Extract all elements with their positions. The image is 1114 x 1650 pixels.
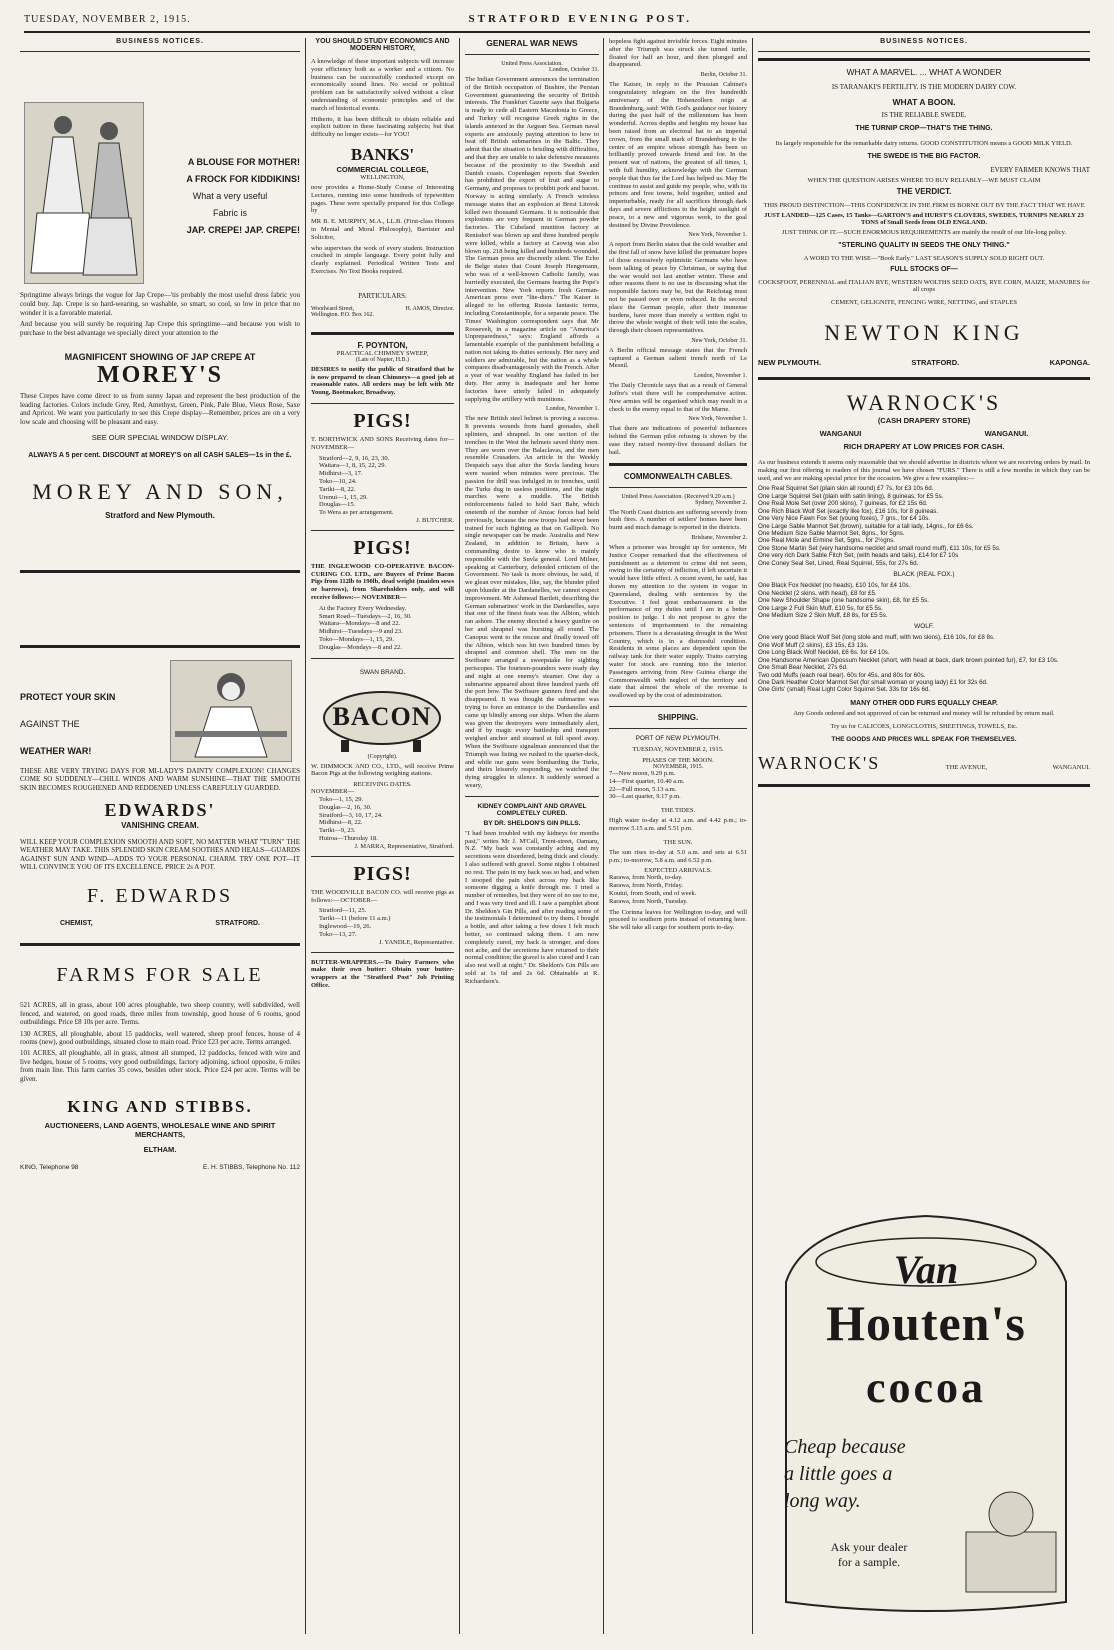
stocks-line: FULL STOCKS OF—	[890, 266, 958, 273]
director-name: H. AMOS, Director.	[405, 305, 454, 312]
dateline: Brisbane, November 2.	[691, 535, 747, 542]
speak-line: THE GOODS AND PRICES WILL SPEAK FOR THEMSELVES.	[831, 735, 1017, 743]
morey-towns: Stratford and New Plymouth.	[105, 510, 215, 520]
address-text: Woodward Street, Wellington. P.O. Box 162.	[311, 305, 375, 318]
taranaki-line: IS TARANAKI'S FERTILITY. IS THE MODERN DAIRY COW.	[831, 83, 1017, 91]
blouse-line: A BLOUSE FOR MOTHER!	[187, 157, 300, 167]
fur-item: One Dark Heather Color Marmot Set (for small woman or young lady) £1 for 32s 6d.	[758, 679, 988, 687]
fur-item: One Medium Size 2 Skin Muff, £8 8s, for £5 5s.	[758, 611, 888, 619]
date-line: Huiroa—Thursday 18.	[319, 835, 378, 843]
date-line: Midhirst—3, 17.	[319, 470, 363, 478]
responsible-line: Its largely responsible for the remarkable dairy returns. GOOD CONSTITUTION means a GOOD MILK YIELD.	[775, 140, 1073, 147]
warnocks-title: WARNOCK'S	[846, 390, 1002, 415]
any-goods: Any Goods ordered and not approved of can be returned and money will be refunded by return mail.	[793, 709, 1055, 717]
sun-body: The sun rises to-day at 5.0 a.m. and sets at 6.51 p.m.; to-morrow, 5.8 a.m. and 6.52 p.m.	[609, 848, 747, 864]
particulars-heading: PARTICULARS.	[358, 291, 407, 300]
black-fox-heading: BLACK (REAL FOX.)	[893, 571, 955, 579]
wanganui-label: WANGANUI.	[984, 429, 1029, 438]
date-line: Toko—10, 24.	[319, 477, 357, 485]
slogan-line: Cheap because	[784, 1436, 906, 1458]
fur-item: One Small Bear Necklet, 27s 6d.	[758, 664, 848, 672]
commercial-college: COMMERCIAL COLLEGE,	[336, 164, 429, 174]
auctioneers-line: AUCTIONEERS, LAND AGENTS, WHOLESALE WINE AND SPIRIT MERCHANTS,	[44, 1121, 276, 1139]
column-rule	[752, 38, 753, 1634]
column-4	[609, 38, 747, 1634]
morey-son-title: MOREY AND SON,	[32, 478, 288, 504]
date-line: Stratford—11, 25.	[319, 907, 367, 915]
wolf-heading: WOLF.	[914, 623, 934, 631]
column-rule	[305, 38, 306, 1634]
tides-body: High water to-day at 4.12 a.m. and 4.42 p.m.; to-morrow 5.15 a.m. and 5.51 p.m.	[609, 817, 747, 832]
moon-title: PHASES OF THE MOON.	[642, 756, 714, 764]
window-display: SEE OUR SPECIAL WINDOW DISPLAY.	[91, 432, 229, 442]
date-line: Tariki—11 (before 11 a.m.)	[319, 915, 391, 923]
protect-headline	[20, 684, 115, 765]
fur-item: One Girls' (small) Real Light Color Squirrel Set, 33s for 16s 6d.	[758, 686, 931, 694]
poynton-title: F. POYNTON,	[357, 340, 408, 350]
fur-item: One Large 2 Full Skin Muff, £10 5s, for £5 5s.	[758, 604, 883, 612]
boon-line: WHAT A BOON.	[892, 97, 956, 107]
arrival-line: Rarawa, from North, Tuesday.	[609, 897, 688, 905]
phone-king: KING, Telephone 98	[20, 1164, 79, 1171]
edwards-title: EDWARDS'	[104, 799, 216, 820]
tides-title: THE TIDES.	[660, 807, 696, 815]
protect-line: AGAINST THE	[20, 718, 80, 729]
body-paragraph: These Crepes have come direct to us from sunny Japan and represent the best production of the leading factories. Colors include Grey, Red, Amethyst, Green, Pink, Pale Blue, Vieux Rose, Saxe and Apricot. We want you particularly to see this Crepe display—Remember, prices are on a very low scale and choosing will be pleasant and easy.	[20, 391, 300, 426]
dimmock-dates	[311, 796, 454, 843]
town-label: NEW PLYMOUTH.	[758, 358, 822, 367]
date-line: Waitara—1, 8, 15, 22, 29.	[319, 462, 387, 470]
blouse-line: JAP. CREPE! JAP. CREPE!	[186, 225, 300, 236]
avenue-label: THE AVENUE,	[945, 763, 988, 771]
war-body: hopeless fight against invisible forces. Eight minutes after the Triumph was struck she turned turtle, floated for half an hour, and then plunged and disappeared.	[609, 38, 747, 69]
van-houtens-advert	[766, 1202, 1086, 1627]
dateline: London, November 1.	[694, 373, 747, 380]
kidney-title: KIDNEY COMPLAINT AND GRAVEL COMPLETELY CURED.	[477, 802, 587, 817]
warnocks-footer-title: WARNOCK'S	[758, 752, 881, 773]
pigs-heading: PIGS!	[353, 409, 412, 432]
edwards-body: WILL KEEP YOUR COMPLEXION SMOOTH AND SOFT, NO MATTER WHAT "TURN" THE WEATHER MAY TAKE. THIS SPLENDID SKIN CREAM SOOTHES AND HEALS—GUARDS AGAINST SUN AND WIND—ADDS TO YOUR PERSONAL CHARM. TRY ONE POT—IT WILL CONVINCE YOU OF ITS EXCELLENCE. PRICE 2s A POT.	[20, 837, 300, 872]
wanganui-label: WANGANUI	[819, 429, 862, 438]
sterling-line: "STERLING QUALITY IN SEEDS THE ONLY THING."	[838, 242, 1010, 249]
fur-item: Two odd Muffs (each real bear). 60s for 45s, and 80s for 60s.	[758, 671, 926, 679]
farms-title: FARMS FOR SALE	[56, 964, 264, 987]
issue-date: TUESDAY, NOVEMBER 2, 1915.	[24, 13, 191, 25]
butcher-sign: J. BUTCHER.	[416, 516, 454, 524]
distinction-line: THIS PROUD DISTINCTION—THIS CONFIDENCE IN THE FIRM IS BORNE OUT BY THE FACT THAT WE HAVE	[763, 202, 1085, 209]
fur-item: One Medium Size Sable Marmot Set, 8gns., for 5gns.	[758, 530, 905, 538]
date-line: Stratford—3, 10, 17, 24.	[319, 811, 383, 819]
fashion-illustration	[24, 102, 144, 284]
blouse-advert	[20, 58, 300, 288]
moreys-title: MOREY'S	[96, 361, 223, 388]
bacon-pig-logo	[317, 684, 448, 754]
sweep-body: DESIRES to notify the public of Stratford that he is now prepared to clean Chimneys—a good job at reasonable rates. All orders may be left with Mr Young, Bootmaker, Broadway.	[311, 365, 454, 397]
business-notices-heading: BUSINESS NOTICES.	[116, 38, 204, 45]
chemist-label: CHEMIST,	[60, 920, 93, 928]
port-date: TUESDAY, NOVEMBER 2, 1915.	[632, 745, 724, 753]
sweep-title: PRACTICAL CHIMNEY SWEEP,	[336, 349, 429, 357]
blouse-headline	[160, 154, 300, 239]
rich-drapery: RICH DRAPERY AT LOW PRICES FOR CASH.	[843, 442, 1005, 451]
war-news-title: GENERAL WAR NEWS	[486, 38, 578, 48]
question-line: WHEN THE QUESTION ARISES WHERE TO BUY RELIABLY—WE MUST CLAIM	[807, 177, 1041, 184]
date-line: Smart Road—Tuesdays—2, 16, 30.	[319, 612, 412, 620]
date-line: Douglas—2, 16, 30.	[319, 803, 372, 811]
napier-note: (Late of Napier, H.B.)	[355, 356, 410, 363]
fur-item: One Large Squirrel Set (plain with satin lining), 8 guineas, for £5 5s.	[758, 492, 944, 500]
cables-body: When a prisoner was brought up for sentence, Mr Justice Cooper remarked that the effectiveness of punishment as a deterrent to crime did not seem, owing to the certainty of infliction, if left uncertain it would have little effect. A recent event, he said, has drawn my attention to the system in vogue in Queensland, dealing with sentences by the Executive. I feel great embarrassment in the performance of my duties until I am in a better position to judge. I do not propose to give the sentences of imprisonment to the remaining prisoners. There is a devastating drought in the West Country, which is in a distressful condition. Residents in some places are dependent upon the railway tank for their water supply. Trains carrying water for stock are running into the interior. Passengers arriving from New Guinea charge the Commonwealth with neglect of the territory and state that almost the whole of the revenue is swallowed up by the cost of administration.	[609, 544, 747, 700]
fur-item: One very rich Dark Sable Fitch Set, (with heads and tails), £14 for £7 10s	[758, 552, 959, 560]
fur-item: One Real Mole and Ermine Set, 5gns., for 2½gns.	[758, 537, 895, 545]
lady-illustration	[170, 660, 292, 762]
date-line: Tariki—8, 22.	[319, 485, 356, 493]
date-line: Toko—13, 27.	[319, 930, 357, 938]
college-address	[311, 306, 454, 318]
yandle-sign: J. YANDLE, Representative.	[378, 938, 454, 946]
landed-line: JUST LANDED—125 Cases, 15 Tanks—GARTON'S and HURST'S CLOVERS, SWEDES, TURNIPS NEARLY 23 TONS of Small Seeds from OLD ENGLAND.	[764, 212, 1084, 226]
date-line: Waitara—Mondays—8 and 22.	[319, 620, 401, 628]
blouse-line: Fabric is	[212, 208, 247, 219]
edwards-advert-top	[20, 654, 300, 764]
moon-line: 14—First quarter, 10.40 a.m.	[609, 777, 685, 785]
upa-label: United Press Association.	[501, 61, 563, 67]
verdict-line: THE VERDICT.	[896, 187, 952, 196]
dimmock-notice: W. DIMMOCK AND CO., LTD., will receive Prime Bacon Pigs at the following weighing stations.	[311, 762, 454, 778]
inglewood-notice: THE INGLEWOOD CO-OPERATIVE BACON-CURING CO. LTD., are Buyers of Prime Bacon Pigs from 112lb to 190lb, dead weight (maiden sows or barrows), from Shareholders only, and will receive follows:— NOVEMBER—	[311, 562, 454, 602]
turnip-line: THE TURNIP CROP—THAT'S THE THING.	[855, 125, 993, 132]
houtens-word: Houten's	[826, 1295, 1026, 1351]
wellington-label: WELLINGTON,	[360, 173, 405, 181]
discount-notice: ALWAYS A 5 per cent. DISCOUNT at MOREY'S on all CASH SALES—1s in the £.	[28, 451, 292, 459]
moon-line: 30—Last quarter, 9.17 p.m.	[609, 793, 681, 801]
econ-paragraph: A knowledge of these important subjects will increase your efficiency both as a worker and a citizen. No business can be successfully conducted except on economically sound lines. No social or political problem can be satisfactorily solved without a clear understanding of economic principles and of the march of historical events.	[311, 58, 454, 112]
fur-item: One Necklet (2 skins, with head), £8 for £5.	[758, 589, 877, 597]
cables-title: COMMONWEALTH CABLES.	[623, 471, 733, 481]
dateline: Sydney, November 2.	[695, 499, 747, 506]
econ-paragraph: Hitherto, it has been difficult to obtain reliable and explicit tuition in these fascinating subjects; but that difficulty no longer exists—for YOU!	[311, 115, 454, 139]
ask-dealer	[784, 1540, 954, 1570]
war-body: That there are indications of powerful influences behind the German pilot refusing is shown by the ease they raised twenty-five thousand dollars for bail.	[609, 425, 747, 456]
pigs-heading: PIGS!	[353, 536, 412, 559]
shipping-title: SHIPPING.	[657, 712, 699, 722]
date-line: To Wera as per arrangement.	[319, 509, 394, 517]
marra-sign: J. MARRA, Representative, Stratford.	[354, 842, 454, 850]
masthead	[24, 8, 1090, 30]
date-line: At the Factory Every Wednesday.	[319, 604, 407, 612]
edwards-footer	[20, 908, 300, 927]
dateline: New York, November 1.	[688, 416, 747, 423]
date-line: Tariki—9, 23.	[319, 827, 356, 835]
borthwick-notice: T. BORTHWICK AND SONS Receiving dates for— NOVEMBER—	[311, 435, 454, 451]
column-3	[465, 38, 599, 1634]
blouse-line: A FROCK FOR KIDDIKINS!	[186, 174, 300, 185]
body-paragraph: Springtime always brings the vogue for Jap Crepe—'tis probably the most useful dress fabric you could buy. Jap. Crepe is so hard-wearing, so washable, so smart, so cool, so low in price that no wonder it is a favorable material.	[20, 291, 300, 317]
kidney-body: "I had been troubled with my kidneys for months past," writes Mr J. M'Call, Trent-street, Oamaru, N.Z. "My back was constantly aching and my secretions were disordered, being thick and cloudy. I also suffered with gravel. Some nights I obtained no rest. The pain in my back was so bad, and when I stooped the pain shot across my back like someone digging a knife through me. I tried a number of remedies, but they were of no use to me, and I was very tired and ill. I saw a pamphlet about Dr. Sheldon's Gin Pills, and after reading some of the testimonials I determined to try them. I bought a bottle, and after taking a few doses I felt much better, so continued taking them. I am now completely cured, my back is stronger, and does not ache, and the secretions have returned to their normal condition; the gravel is also cured and I can also rest well at night." Dr. Sheldon's Gin Pills are sold at 1s 6d and 2s 6d. Obtainable at R. Richardson's.	[465, 829, 599, 985]
date-line: Inglewood—19, 26.	[319, 923, 372, 931]
king-stibbs-title: KING AND STIBBS.	[67, 1097, 253, 1116]
arrival-line: Rarawa, from North, Friday.	[609, 882, 683, 890]
cheap-slogan	[784, 1434, 954, 1515]
nk-towns	[758, 358, 1090, 367]
column-rule	[603, 38, 604, 1634]
sun-title: THE SUN.	[663, 838, 693, 846]
slogan-line: a little goes a	[784, 1463, 893, 1485]
fur-list	[758, 582, 1090, 619]
woodville-dates	[311, 907, 454, 938]
crepe-heading: MAGNIFICENT SHOWING OF JAP CREPE AT	[64, 351, 256, 362]
masthead-rule	[24, 31, 1090, 33]
stratford-label: STRATFORD.	[215, 920, 260, 928]
body-paragraph: And because you will surely be requiring Jap Crepe this springtime—and because you wish to purchase to the best advantage we specially direct your attention to the	[20, 320, 300, 337]
arrivals-list	[609, 874, 747, 905]
moon-month: NOVEMBER, 1915.	[652, 763, 704, 770]
murphy-credit: MR B. E. MURPHY, M.A., LL.B. (First-class Honors in Mental and Moral Philosophy), Barrister and Solicitor,	[311, 218, 454, 241]
edwards-intro: THESE ARE VERY TRYING DAYS FOR MI-LADY'S DAINTY COMPLEXION! CHANGES COME SO SUDDENLY—CHILL WINDS AND WARM SUNSHINE—THAT THE SMOOTH SKIN BECOMES ROUGHENED AND REDDENED UNLESS CAREFULLY GUARDED.	[20, 766, 300, 792]
vanishing-cream: VANISHING CREAM.	[121, 820, 199, 830]
date-line: Midhirst—8, 22.	[319, 819, 363, 827]
f-edwards-title: F. EDWARDS	[86, 885, 234, 908]
factor-line: THE SWEDE IS THE BIG FACTOR.	[867, 153, 981, 160]
moon-phases	[609, 770, 747, 801]
date-line: Urenui—1, 15, 29.	[319, 493, 368, 501]
ask-line: Ask your dealer	[830, 1540, 908, 1554]
think-line: JUST THINK OF IT.—SUCH ENORMOUS REQUIREMENTS are mainly the result of our life-long policy.	[781, 229, 1067, 236]
farm-listing: 521 ACRES, all in grass, about 100 acres ploughable, two sheep country, well subdivided, well fenced, and watered, on good roads, three miles from township, good house of 6 rooms, good outbuildings. Price £8 10s per acre. Terms.	[20, 1001, 300, 1027]
van-word: Van	[893, 1247, 959, 1292]
war-body: The Daily Chronicle says that as a result of General Joffre's visit there will be comprehensive action. New armies will be organised which may result in a check to the enemy equal to that of the Marne.	[609, 382, 747, 413]
warnocks-footer	[758, 753, 1090, 774]
date-line: Toko—Mondays—1, 15, 29.	[319, 636, 394, 644]
slogan-line: long way.	[784, 1490, 861, 1512]
banks-title: BANKS'	[350, 144, 415, 164]
newton-king-title: NEWTON KING	[824, 320, 1024, 345]
econ-paragraph: who supervises the work of every student. Instruction couched in simple language. Every point fully and clearly explained. Periodical Written Tests and Exercises. No Text Books required.	[311, 244, 454, 275]
borthwick-dates	[311, 455, 454, 517]
sheldon-heading: BY DR. SHELDON'S GIN PILLS.	[483, 819, 581, 827]
fur-item: One Black Fox Necklet (no heads), £10 10s, for £4 10s.	[758, 582, 911, 590]
copyright-note: (Copyright).	[367, 753, 398, 760]
try-us: Try us for CALICOES, LONGCLOTHS, SHEETINGS, TOWELS, Etc.	[830, 722, 1018, 730]
eltham-label: ELTHAM.	[143, 1145, 177, 1154]
blouse-line: What a very useful	[192, 191, 268, 202]
war-body: The new British steel helmet is proving a success. It prevents wounds from hand grenades, shell splinters, and shrapnel. In one section of the trenches in the West the helmets saved thirty men. They are worn over the Balaclavas, and the men resemble Crusaders. An article in the Weekly Despatch says that after the Suvla landing hours were wasted when minutes were precious. The passion for drill was indulged in to trenches, until the Turks dug in useless positions, and the night marches were a muddle. The British reinforcements failed to hold Sari Bahr, which onetenth of the number of Anzac forces had held previously, because the new troops had never been trained for such fighting as that on Gallipoli. No single newspaper can be made. Australia and New Zealand, in addition to Britain, have a commanding desire to know who is mainly responsible with the Suvla general. Lord Milner, speaking at Canterbury, defended criticism of the Government. No task is more obvious, he said, if we glean over mistakes, like, say, the blunder piled upon blunder at the Dardanelles, we cannot expect improvement. Mr Ashmead Bartlett, describing the German submarines' work in the Dardanelles, says that one of the finest feats was the Albion, which ran ashore. The enemy directed a heavy gunfire on her and shrapnel was bursting all round. The Canopus went to the rescue and finally towed off the Albion, which was hit two hundred times by shrapnel and common shell. The men on the Swiftsure arranged a sweepstake for sighting periscopes. The fourteen-pounders were ready day and night at one enemy's steamer. One day a submarine appeared about three hundred yards off the port bow. The Swiftsure gunners fired and she disappeared. It was thought the submarine was trying to force an entrance to the Dardanelles and came up blindly among our ships. When the alarm was given the destroyers were immediately alert, and if by magic every battleship and transport weighed anchor and steamed at full speed away. When the Swiftsure signalman announced that the Triumph was listing we rushed to the quarter-deck, and while our guns were bombarding the Turks, and theirs leisurely responding, we watched the dying struggles in silence. It suddenly seemed a weary,	[465, 415, 599, 789]
butter-wrappers: BUTTER-WRAPPERS.—To Dairy Farmers who make their own butter: Obtain your butter-wrappers at the "Stratford Post" Job Printing Office.	[311, 958, 454, 989]
wanganui-label: WANGANUI.	[1052, 763, 1090, 771]
fur-item: One Wolf Muff (2 skins), £3 15s, £3 13s.	[758, 641, 869, 649]
date-line: Midhirst—Tuesdays—9 and 23.	[319, 628, 403, 636]
many-other: MANY OTHER ODD FURS EQUALLY CHEAP.	[850, 699, 998, 707]
date-line: Douglas—15.	[319, 501, 356, 509]
moon-line: 22—Full moon, 5.13 a.m.	[609, 785, 677, 793]
arrival-line: Koutui, from South, end of week.	[609, 889, 697, 897]
wanganui-pair	[758, 429, 1090, 438]
fur-item: One Coney Seal Set, Lined, Real Squirrel, 55s, for 27s 6d.	[758, 559, 919, 567]
farm-listing: 130 ACRES, all ploughable, about 15 paddocks, well watered, sheep proof fences, house of 4 rooms (new), good outbuildings, situated close to main road. Price £23 per acre. Terms arranged.	[20, 1029, 300, 1047]
town-label: STRATFORD.	[911, 358, 960, 367]
econ-title: YOU SHOULD STUDY ECONOMICS AND MODERN HISTORY,	[315, 38, 450, 52]
bacon-word: BACON	[332, 701, 432, 731]
port-label: PORT OF NEW PLYMOUTH.	[635, 734, 721, 742]
fur-intro: As our business extends it seems only reasonable that we should advertise in districts where we are receiving orders by mail. In making our first offering to readers of this journal we have chosen "FURS." There is still a few months in which they can be used, and we are making special price for the occasion. We give a few examples:—	[758, 459, 1090, 482]
column-rule	[459, 38, 460, 1634]
paper-title: STRATFORD EVENING POST.	[468, 13, 693, 25]
protect-line: WEATHER WAR!	[20, 745, 92, 756]
marvel-line: WHAT A MARVEL. ... WHAT A WONDER	[846, 67, 1002, 77]
swan-brand: SWAN BRAND.	[359, 668, 406, 676]
protect-line: PROTECT YOUR SKIN	[20, 691, 116, 702]
cables-body: The North Coast districts are suffering severely from bush fires. A number of settlers' homes have been burnt and much damage is reported in the districts.	[609, 508, 747, 532]
inglewood-dates	[311, 605, 454, 652]
dateline: London, November 1.	[546, 406, 599, 413]
fur-item: One Real Squirrel Set (plain skin all round) £7 7s, for £3 10s 6d.	[758, 485, 934, 493]
upa-label: United Press Association. (Received 9.20 a.m.)	[621, 493, 735, 500]
date-line: Toko—1, 15, 29.	[319, 796, 364, 804]
dateline: Berlin, October 31.	[700, 72, 747, 79]
date-line: Stratford—2, 9, 16, 23, 30.	[319, 454, 390, 462]
column-2	[311, 38, 454, 1634]
cash-drapery: (CASH DRAPERY STORE)	[877, 416, 971, 425]
fur-item: One Handsome American Opossum Necklet (short, with head at back, dark brown pointed fur), £7, for £3 10s.	[758, 656, 1059, 664]
phone-footer	[20, 1164, 300, 1171]
dateline: London, October 31.	[549, 67, 599, 73]
corinna-notice: The Corinna leaves for Wellington to-day, and will proceed to southern ports instead of returning here. She will take all cargo for southern ports to-day.	[609, 908, 747, 932]
dimmock-month: NOVEMBER—	[311, 788, 354, 796]
pigs-heading: PIGS!	[353, 862, 412, 885]
dateline: New York, November 1.	[688, 232, 747, 239]
cement-line: CEMENT, GELIGNITE, FENCING WIRE, NETTING, and STAPLES	[831, 299, 1017, 306]
dateline: New York, October 31.	[691, 337, 747, 344]
phone-stibbs: E. H. STIBBS, Telephone No. 112	[203, 1164, 300, 1171]
fur-item: One Large Sable Marmot Set (brown), suitable for a tall lady, 14gns., for £6 6s.	[758, 522, 974, 530]
war-body: The Kaiser, in reply to the Prussian Cabinet's congratulatory telegram on the five hundredth anniversary of the Hohenzollern reign at Brandenburg, said: With God's guidance our history during the past half of the millennium has been wonderful. Across depths and heights my house has been raised from an electoral hat to an imperial crown, from the small mark of Brandenburg to the centre of an empire whose strength has been so brilliantly proved towards friend and foe. In the present war of nations, the greatest of all times, I, with full humility, acknowledge with the German people that thus far the Lord has helped us. May He continue to assist and guide my people, who, with its princes and free towns, hold together, united and imperturbable, ready for all sacrifices through dark days and severe afflictions to the height sunlight of peace, to a new and vigorous work, to the goal destined by Divine Providence.	[609, 81, 747, 229]
war-body: A report from Berlin states that the cold weather and the first fall of snow have killed the premature hopes of those excessively optimistic Germans who have been talking of peace by Christmas, or saying that the war would not last another winter. These and other reasons there is no use in discussing what the responsible factors may be, but the Reichstag must not be passed over or even reduced. In the second place the German people, after their immense burdens, have more than merely a written right to throw the whole weight of their will into the scales, through their chosen representatives.	[609, 241, 747, 335]
arrivals-title: EXPECTED ARRIVALS.	[644, 867, 712, 875]
receiving-dates: RECEIVING DATES.	[353, 781, 412, 789]
moon-line: 7—New moon, 9.29 p.m.	[609, 769, 676, 777]
econ-paragraph: now provides a Home-Study Course of Interesting Lectures, running into some hundreds of typewritten pages. These were specially prepared for this College by	[311, 183, 454, 215]
arrival-line: Rarawa, from North, to-day.	[609, 874, 683, 882]
fur-item: One Real Mole Set (over 200 skins), 7 guineas, for £2 15s 6d.	[758, 500, 928, 508]
war-body: A Berlin official message states that the French captured a German salient trench north of Le Mesnil.	[609, 346, 747, 370]
ask-line: for a sample.	[837, 1555, 901, 1569]
fur-list	[758, 634, 1090, 694]
business-notices-heading: BUSINESS NOTICES.	[880, 38, 968, 45]
town-label: KAPONGA.	[1049, 358, 1090, 367]
wise-line: A WORD TO THE WISE—"Book Early." LAST SEASON'S SUPPLY SOLD RIGHT OUT.	[803, 255, 1045, 262]
cocoa-word: cocoa	[865, 1363, 987, 1412]
fur-item: One Stone Martin Set (very handsome necklet and small round muff), £11 10s, for £5 5s.	[758, 544, 1001, 552]
cocksfoot-line: COCKSFOOT, PERENNIAL and ITALIAN RYE, WESTERN WOLTHS SEED OATS, RYE CORN, MAIZE, MANURES for all crops	[758, 279, 1090, 293]
swede-line: IS THE RELIABLE SWEDE.	[881, 111, 967, 119]
woodville-notice: THE WOODVILLE BACON CO. will receive pigs as follows:— OCTOBER—	[311, 888, 454, 904]
fur-list	[758, 485, 1090, 567]
fur-item: One Rich Black Wolf Set (exactly like fox), £16 10s, for 8 guineas.	[758, 507, 939, 515]
fur-item: One New Shoulder Shape (one handsome skin), £8, for £5 5s.	[758, 597, 929, 605]
fur-item: One Very Nice Fawn Fox Set (young foxes), 7 gns., for £4 10s.	[758, 515, 930, 523]
date-line: Douglas—Mondays—8 and 22.	[319, 643, 402, 651]
fur-item: One Long Black Wolf Necklet, £6 6s. for £4 10s.	[758, 649, 890, 657]
column-1	[20, 38, 300, 1634]
war-body: The Indian Government announces the termination of the British occupation of Bushire, the Persian Government guaranteeing the security of British interests. The Frankfurt Gazette says that Bulgaria is ready to cede all Eastern Macedonia to Greece, and Turkey will recognise Greek rights in the islands annexed in the Aegean Sea. German naval experts are anxiously paying attention to how to beat off British submarines in the Baltic. They admit that the situation is bristling with difficulties, and that they are unable to take defensive measures because of the proximity to the Swedish and Danish coasts. Copenhagen reports that Sweden has prohibited the export of fruit and sugar to Germany, and proposes to prohibit pork and bacon. Norway is acting similarly. A French wireless message states that an explosion at Brest Litovsk killed two thousand Germans. It is noticeable that explosions are very frequent in German powder factories. The Cubeland munition factory at Renisdorf was blown up and three hundred people were killed, while a factory at Caowig was also blown up. 218 being killed and hundreds wounded. The German press are discreetly silent. The Echo de Belge states that Count Joseph Hengemann, who was of a well-known Catholic family, was hurriedly executed, the Germans fearing the Pope's intervention. New York reports fresh German-American press over "lite-diers." The Kaiser is alleged to be offering Russia fantastic terms, including Constantinople, for a separate peace. The Times' Washington correspondent says that Mr Roosevelt, in a magazine article on "America's Unpreparedness," says: England affords a lamentable example of the punishment befalling a nation not taking its duties seriously. Her navy and soldiers are admirable, but the nation as a whole compares disadvantageously with the French. After a year of war wealthy England has failed in her duty. Her army is inadequate and her home factories have utterly failed in adequately supplying the artillery with munitions.	[465, 76, 599, 403]
fur-item: One very good Black Wolf Set (long stole and muff, with two skins), £16 10s, for £8 8s.	[758, 634, 995, 642]
farmer-line: EVERY FARMER KNOWS THAT	[990, 166, 1090, 174]
farm-listing: 101 ACRES, all ploughable, all in grass, almost all stumped, 12 paddocks, fenced with wire and live hedges, house of 5 rooms, very good outbuildings, factory adjoining, school opposite, 6 miles from main line. This farm carries 35 cows, besides other stock. Price £24 per acre. Terms will be given.	[20, 1049, 300, 1083]
